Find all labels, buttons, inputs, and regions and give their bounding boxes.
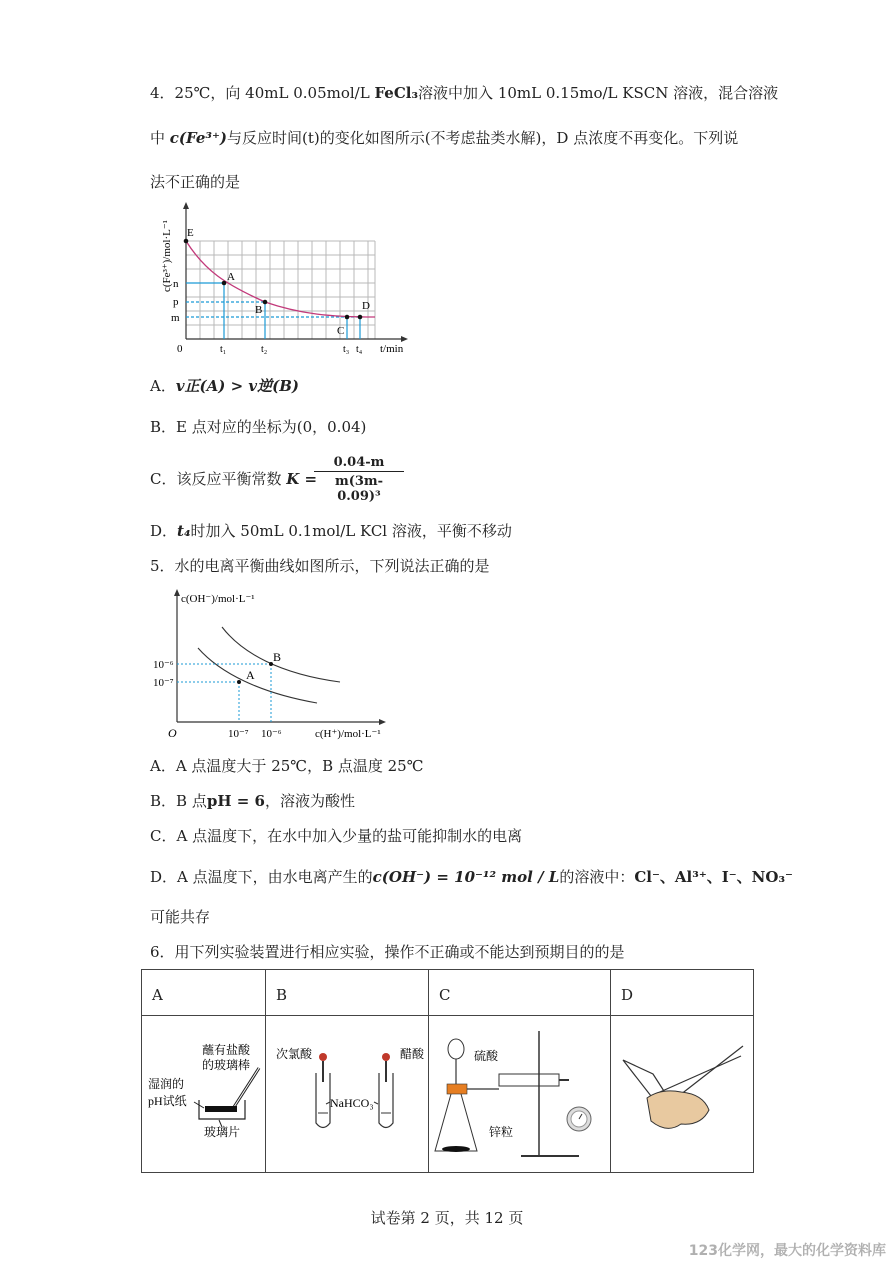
q6-stem: 6．用下列实验装置进行相应实验，操作不正确或不能达到预期目的的是 — [150, 943, 625, 961]
q4-ytick-m: m — [171, 312, 180, 324]
q5-label-a: A — [246, 668, 255, 682]
ph-paper-icon — [205, 1106, 237, 1112]
q6-cell-b — [266, 1016, 429, 1173]
q4-xtick-t3: t₃ — [343, 344, 350, 355]
q4-y-arrow-icon — [183, 202, 189, 209]
separatory-funnel-icon — [448, 1039, 464, 1059]
q6-options-table — [141, 969, 754, 1173]
test-tube-apparatus — [266, 1016, 428, 1168]
q4-origin: 0 — [177, 343, 183, 355]
q4-label-d: D — [362, 300, 370, 312]
q4-point-e — [184, 239, 189, 244]
watermark: 123化学网，最大的化学资料库 — [688, 1243, 886, 1259]
q4-fraction-denominator: m(3m-0.09)³ — [334, 474, 384, 504]
q4-label-a: A — [227, 271, 235, 283]
q4-x-arrow-icon — [401, 336, 408, 342]
q6-cell-a — [142, 1016, 266, 1173]
q4-ytick-n: n — [173, 278, 179, 290]
q6-header-b: B — [266, 970, 429, 1016]
ph-paper-apparatus — [142, 1016, 265, 1168]
q4-ytick-p: p — [173, 296, 179, 308]
q5-ylabel: c(OH⁻)/mol·L⁻¹ — [181, 593, 255, 605]
dropper-bulb-left-icon — [319, 1053, 327, 1061]
q4-stem-line3: 法不正确的是 — [150, 173, 241, 191]
q4-ylabel: c(Fe³⁺)/mol·L⁻¹ — [161, 220, 173, 292]
q5-oh-formula: c(OH⁻) = 10⁻¹² mol / L — [372, 868, 560, 886]
q4-xtick-t1: t₁ — [220, 344, 227, 355]
dropper-hand-illustration — [611, 1016, 753, 1168]
conical-flask-icon — [435, 1094, 477, 1151]
q5-option-d: D．A 点温度下，由水电离产生的c(OH⁻) = 10⁻¹² mol / L的溶液中：Cl⁻、Al³⁺、I⁻、NO₃⁻ — [150, 868, 793, 886]
q6-a-label4: pH试纸 — [148, 1094, 187, 1108]
q6-cell-d — [611, 1016, 754, 1173]
q4-label-b: B — [255, 304, 263, 316]
q5-option-d-line2: 可能共存 — [150, 908, 211, 926]
dropper-bulb-right-icon — [382, 1053, 390, 1061]
q4-xtick-t4: t₄ — [356, 344, 363, 355]
stopper-icon — [447, 1084, 467, 1094]
q4-xlabel: t/min — [380, 343, 404, 355]
q5-xlabel: c(H⁺)/mol·L⁻¹ — [315, 728, 381, 740]
q6-a-label2: 的玻璃棒 — [202, 1058, 251, 1072]
q5-ytick-1e-7: 10⁻⁷ — [153, 677, 174, 689]
q6-b-label2: 醋酸 — [400, 1047, 425, 1061]
q4-option-a: A．v正(A) > v逆(B) — [150, 377, 299, 395]
q5-ph-formula: pH = 6 — [206, 792, 265, 810]
q4-stem-line2: 中 c(Fe³⁺)与反应时间(t)的变化如图所示(不考虑盐类水解)，D 点浓度不再变化。下列说 — [150, 129, 739, 147]
q6-header-d: D — [611, 970, 754, 1016]
q4-point-b — [263, 300, 268, 305]
q5-y-arrow-icon — [174, 589, 180, 596]
q4-k-symbol: K = — [286, 470, 318, 488]
zinc-granules-icon — [442, 1146, 470, 1152]
q4-option-b: B．E 点对应的坐标为(0，0.04) — [150, 418, 367, 436]
q5-label-b: B — [273, 650, 282, 664]
q4-label-c: C — [337, 325, 345, 337]
q5-option-a: A．A 点温度大于 25℃，B 点温度 25℃ — [150, 757, 424, 775]
q5-stem: 5．水的电离平衡曲线如图所示，下列说法正确的是 — [150, 557, 490, 575]
q4-option-a-formula: v正(A) > v逆(B) — [175, 377, 299, 395]
q4-label-e: E — [187, 227, 194, 239]
q6-a-label3: 湿润的 — [148, 1077, 185, 1091]
q5-reference-lines — [177, 664, 271, 722]
q4-point-c — [345, 315, 350, 320]
q5-option-b: B．B 点pH = 6，溶液为酸性 — [150, 792, 355, 810]
q5-option-c: C．A 点温度下，在水中加入少量的盐可能抑制水的电离 — [150, 827, 523, 845]
q5-origin: O — [168, 726, 177, 740]
c-fe3-formula: c(Fe³⁺) — [169, 129, 227, 147]
q5-ytick-1e-6: 10⁻⁶ — [153, 659, 174, 671]
q4-stem-line1: 4．25℃，向 40mL 0.05mol/L FeCl₃溶液中加入 10mL 0.15mo/L KSCN 溶液，混合溶液 — [150, 84, 779, 102]
q4-fraction-numerator: 0.04-m — [314, 455, 404, 472]
fecl3-formula: FeCl₃ — [374, 84, 419, 102]
q6-b-label3: NaHCO₃ — [330, 1096, 374, 1110]
page-footer: 试卷第 2 页，共 12 页 — [370, 1209, 524, 1227]
q5-water-ionization-chart — [150, 585, 420, 745]
q5-ions: Cl⁻、Al³⁺、I⁻、NO₃⁻ — [634, 868, 793, 886]
q5-x-arrow-icon — [379, 719, 386, 725]
q6-a-label5: 玻璃片 — [204, 1125, 241, 1139]
q4-point-a — [222, 281, 227, 286]
q4-concentration-time-chart — [150, 196, 420, 364]
q4-xtick-t2: t₂ — [261, 344, 268, 355]
q6-cell-c — [429, 1016, 611, 1173]
syringe-barrel-icon — [499, 1074, 559, 1086]
q6-c-label1: 硫酸 — [474, 1049, 499, 1063]
q5-point-a — [237, 680, 241, 684]
q4-fraction — [314, 455, 404, 504]
gas-syringe-apparatus — [429, 1016, 610, 1168]
hand-icon — [647, 1091, 709, 1128]
q5-xtick-1e-7: 10⁻⁷ — [228, 728, 249, 740]
q4-point-d — [358, 315, 363, 320]
q6-c-label2: 锌粒 — [489, 1125, 514, 1139]
q4-t4: t₄ — [177, 522, 191, 540]
q6-header-a: A — [142, 970, 266, 1016]
q5-xtick-1e-6: 10⁻⁶ — [261, 728, 282, 740]
q6-header-c: C — [429, 970, 611, 1016]
q6-a-label1: 蘸有盐酸 — [202, 1043, 251, 1057]
q4-option-c: C．该反应平衡常数 K = — [150, 470, 318, 488]
q4-option-d: D．t₄时加入 50mL 0.1mol/L KCl 溶液，平衡不移动 — [150, 522, 512, 540]
q6-b-label1: 次氯酸 — [276, 1047, 313, 1061]
